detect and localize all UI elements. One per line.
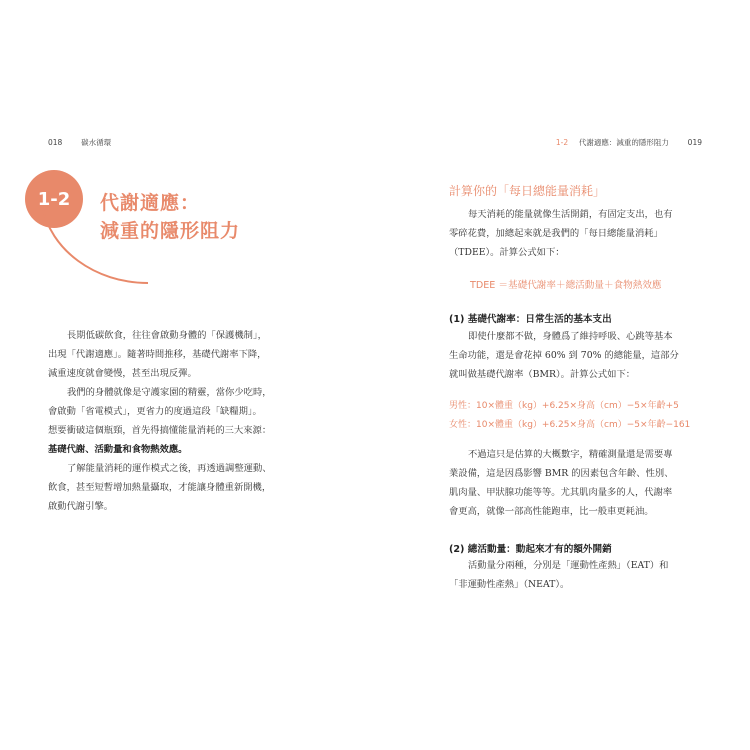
text-line: 了解能量消耗的運作模式之後，再透過調整運動、	[67, 463, 272, 474]
text-line: 活動量分兩種，分別是「運動性產熱」（EAT）和	[468, 560, 669, 571]
text-line: 零碎花費，加總起來就是我們的「每日總能量消耗」	[449, 228, 663, 239]
right-section-title: 代謝適應：減重的隱形阻力	[578, 138, 669, 147]
estimate-paragraph	[449, 445, 674, 521]
right-page-number: 019	[687, 138, 702, 147]
activity-subheading: (2) 總活動量：動起來才有的額外開銷	[449, 544, 612, 555]
bmr-subheading: (1) 基礎代謝率：日常生活的基本支出	[449, 314, 612, 325]
activity-paragraph	[449, 556, 668, 594]
text-line: 會啟動「省電模式」，更省力的度過這段「缺糧期」。	[48, 406, 262, 417]
chapter-title-line1: 代謝適應：	[100, 192, 201, 214]
bmr-formula-male: 男性：10×體重（kg）+6.25×身高（cm）−5×年齡+5	[449, 401, 679, 411]
right-page-header	[556, 137, 702, 148]
text-line: 長期低碳飲食，往往會啟動身體的「保護機制」，	[67, 330, 267, 341]
right-section-number: 1-2	[555, 138, 569, 147]
text-line: （TDEE）。計算公式如下：	[449, 247, 565, 258]
left-paragraph-1	[48, 326, 267, 383]
text-line: 生命功能，還是會花掉 60% 到 70% 的總能量，這部分	[449, 350, 679, 361]
chapter-number: 1-2	[37, 188, 71, 210]
bmr-paragraph	[449, 327, 679, 384]
text-line: 啟動代謝引擎。	[48, 501, 114, 512]
text-line: 「非運動性產熱」（NEAT）。	[449, 579, 570, 590]
left-paragraph-3	[48, 459, 272, 516]
text-line: 即使什麼都不做，身體爲了維持呼吸、心跳等基本	[468, 331, 673, 342]
section-heading: 計算你的「每日總能量消耗」	[449, 184, 606, 198]
text-line-bold: 基礎代謝、活動量和食物熱效應。	[48, 444, 188, 455]
text-line: 飲食，甚至短暫增加熱量攝取，才能讓身體重新開機，	[48, 482, 272, 493]
chapter-title-line2: 減重的隱形阻力	[100, 220, 241, 242]
text-line: 就叫做基礎代謝率（BMR）。計算公式如下：	[449, 369, 636, 380]
text-line: 業設備，這是因爲影響 BMR 的因素包含年齡、性別、	[449, 468, 674, 479]
left-page-number: 018	[48, 138, 63, 147]
text-line: 出現「代謝適應」。隨著時間推移，基礎代謝率下降，	[48, 349, 267, 360]
text-line: 減重速度就會變慢，甚至出現反彈。	[48, 368, 197, 379]
text-line: 想要衝破這個瓶頸，首先得搞懂能量消耗的三大來源：	[48, 425, 272, 436]
intro-paragraph	[449, 205, 673, 262]
left-page-header	[48, 137, 111, 148]
text-line: 肌肉量、甲狀腺功能等等。尤其肌肉量多的人，代謝率	[449, 487, 673, 498]
text-line: 每天消耗的能量就像生活開銷，有固定支出，也有	[468, 209, 673, 220]
bmr-formula-female: 女性：10×體重（kg）+6.25×身高（cm）−5×年齡−161	[449, 420, 691, 430]
text-line: 我們的身體就像是守護家園的精靈，當你少吃時，	[67, 387, 272, 398]
left-book-title: 碳水循環	[81, 138, 112, 147]
tdee-formula: TDEE ＝基礎代謝率＋總活動量＋食物熱效應	[470, 280, 662, 291]
left-paragraph-2	[48, 383, 272, 459]
text-line: 不過這只是估算的大概數字，精確測量還是需要專	[468, 449, 673, 460]
text-line: 會更高，就像一部高性能跑車，比一般車更耗油。	[449, 506, 654, 517]
